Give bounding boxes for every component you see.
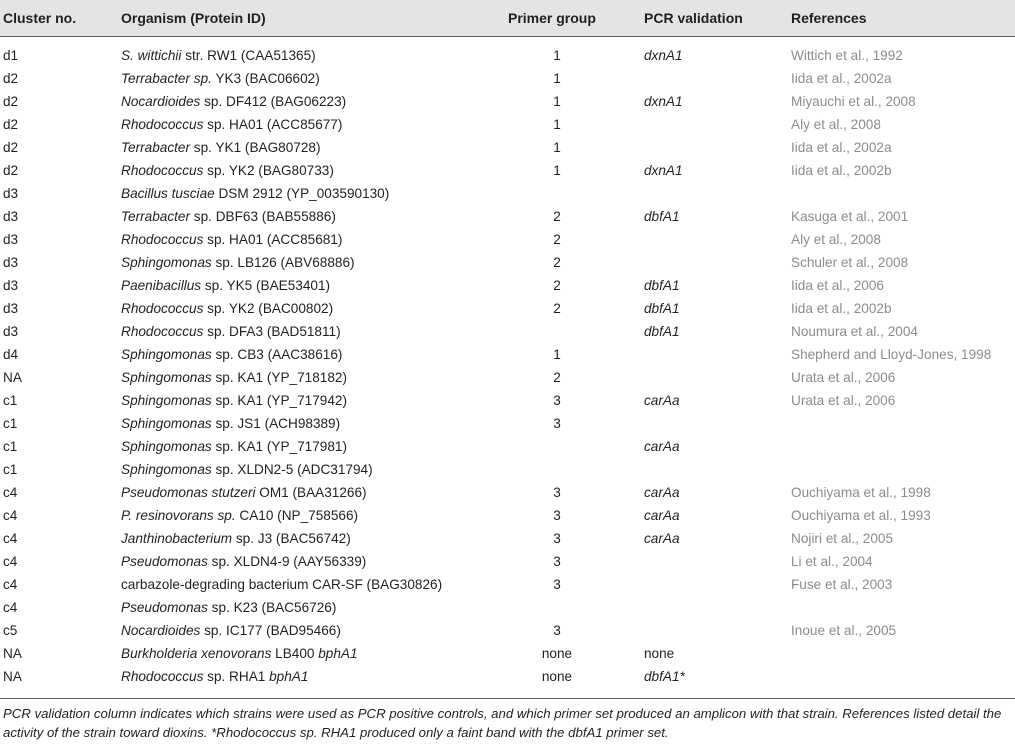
organism-name-italic: Terrabacter — [121, 209, 191, 224]
header-pcr-validation: PCR validation — [644, 10, 743, 26]
table-row — [0, 483, 1015, 506]
organism-details: sp. YK2 (BAG80733) — [203, 163, 334, 178]
cluster-cell: d3 — [3, 255, 19, 270]
organism-cell — [121, 347, 342, 362]
organism-name-italic: Janthinobacterium — [121, 531, 233, 546]
cluster-cell: c1 — [3, 439, 18, 454]
organism-cell — [121, 623, 341, 638]
organism-name-italic: Burkholderia xenovorans — [121, 646, 272, 661]
cluster-cell: c4 — [3, 508, 18, 523]
table-row — [0, 92, 1015, 115]
primer-group-cell: 2 — [553, 370, 561, 385]
organism-details: sp. KA1 (YP_718182) — [211, 370, 347, 385]
table-body — [0, 46, 1015, 690]
table-row — [0, 437, 1015, 460]
pcr-validation-cell: dbfA1 — [644, 301, 680, 316]
organism-name-italic: Sphingomonas — [121, 370, 212, 385]
pcr-validation-cell: carAa — [644, 531, 680, 546]
reference-cell: Kasuga et al., 2001 — [791, 209, 909, 224]
table-row — [0, 644, 1015, 667]
cluster-cell: d2 — [3, 163, 19, 178]
primer-group-cell: 1 — [553, 140, 561, 155]
table-row — [0, 621, 1015, 644]
organism-name-italic: Nocardioides — [121, 623, 201, 638]
cluster-cell: d3 — [3, 209, 19, 224]
cluster-cell: d3 — [3, 278, 19, 293]
cluster-cell: c4 — [3, 577, 18, 592]
organism-cell — [121, 531, 351, 546]
organism-cell — [121, 117, 342, 132]
organism-cell — [121, 646, 358, 661]
organism-cell — [121, 485, 367, 500]
cluster-cell: c1 — [3, 462, 18, 477]
organism-details: sp. KA1 (YP_717942) — [211, 393, 347, 408]
cluster-cell: NA — [3, 370, 22, 385]
organism-cell — [121, 255, 355, 270]
organism-details: YK3 (BAC06602) — [211, 71, 320, 86]
organism-name-italic: Sphingomonas — [121, 255, 212, 270]
table-row — [0, 253, 1015, 276]
organism-details: sp. YK2 (BAC00802) — [203, 301, 334, 316]
pcr-validation-cell: dxnA1 — [644, 48, 683, 63]
organism-details: sp. LB126 (ABV68886) — [211, 255, 355, 270]
table-row — [0, 391, 1015, 414]
organism-details: sp. JS1 (ACH98389) — [211, 416, 341, 431]
table-row — [0, 184, 1015, 207]
organism-details: LB400 — [271, 646, 319, 661]
table-row — [0, 161, 1015, 184]
primer-group-cell: 1 — [553, 347, 561, 362]
primer-group-cell: 3 — [553, 485, 561, 500]
table-row — [0, 276, 1015, 299]
cluster-cell: c1 — [3, 393, 18, 408]
reference-cell: Miyauchi et al., 2008 — [791, 94, 916, 109]
table-row — [0, 575, 1015, 598]
table-row — [0, 138, 1015, 161]
cluster-cell: d2 — [3, 117, 19, 132]
reference-cell: Iida et al., 2002b — [791, 301, 892, 316]
organism-details: sp. XLDN2-5 (ADC31794) — [211, 462, 373, 477]
cluster-cell: c4 — [3, 485, 18, 500]
organism-details: DSM 2912 (YP_003590130) — [214, 186, 390, 201]
reference-cell: Shepherd and Lloyd-Jones, 1998 — [791, 347, 992, 362]
reference-cell: Li et al., 2004 — [791, 554, 873, 569]
primer-group-cell: 2 — [553, 209, 561, 224]
header-organism: Organism (Protein ID) — [121, 10, 266, 26]
table-row — [0, 460, 1015, 483]
organism-cell — [121, 301, 333, 316]
reference-cell: Urata et al., 2006 — [791, 393, 896, 408]
organism-name-italic: Rhodococcus — [121, 163, 204, 178]
organism-name-italic: Sphingomonas — [121, 462, 212, 477]
header-references: References — [791, 10, 867, 26]
primer-group-cell: 3 — [553, 623, 561, 638]
reference-cell: Wittich et al., 1992 — [791, 48, 903, 63]
primer-group-cell: none — [541, 669, 573, 684]
organism-name-italic: Bacillus tusciae — [121, 186, 215, 201]
organism-name-italic: Pseudomonas stutzeri — [121, 485, 256, 500]
organism-details: OM1 (BAA31266) — [255, 485, 367, 500]
gene-name-italic: bphA1 — [269, 669, 309, 684]
bottom-rule — [0, 698, 1015, 699]
organism-cell — [121, 186, 389, 201]
table-row — [0, 414, 1015, 437]
organism-cell — [121, 508, 358, 523]
reference-cell: Urata et al., 2006 — [791, 370, 896, 385]
organism-details: sp. DF412 (BAG06223) — [200, 94, 347, 109]
pcr-validation-cell: none — [644, 646, 675, 661]
primer-group-cell: 1 — [553, 71, 561, 86]
primer-group-cell: 2 — [553, 301, 561, 316]
organism-details: sp. HA01 (ACC85677) — [203, 117, 343, 132]
table-row — [0, 207, 1015, 230]
primer-group-cell: 1 — [553, 94, 561, 109]
header-primer-group: Primer group — [508, 10, 596, 26]
primer-group-cell: 3 — [553, 416, 561, 431]
organism-cell — [121, 416, 340, 431]
primer-group-cell: 3 — [553, 554, 561, 569]
organism-cell — [121, 577, 442, 592]
organism-name-italic: Rhodococcus — [121, 117, 204, 132]
organism-name-italic: Pseudomonas — [121, 554, 208, 569]
cluster-cell: d3 — [3, 186, 19, 201]
primer-group-cell: none — [541, 646, 573, 661]
organism-cell — [121, 94, 346, 109]
header-cluster: Cluster no. — [3, 10, 77, 26]
cluster-cell: d1 — [3, 48, 19, 63]
table-row — [0, 667, 1015, 690]
table-row — [0, 598, 1015, 621]
primer-group-cell: 1 — [553, 117, 561, 132]
organism-details: sp. CB3 (AAC38616) — [211, 347, 343, 362]
cluster-cell: c5 — [3, 623, 18, 638]
primer-group-cell: 3 — [553, 393, 561, 408]
pcr-validation-cell: dxnA1 — [644, 163, 683, 178]
reference-cell: Iida et al., 2002a — [791, 71, 892, 86]
organism-details: sp. YK1 (BAG80728) — [190, 140, 321, 155]
organism-name-italic: P. resinovorans sp. — [121, 508, 236, 523]
organism-details: carbazole-degrading bacterium CAR-SF (BAG30826) — [121, 577, 443, 592]
organism-cell — [121, 462, 373, 477]
primer-group-cell: 3 — [553, 577, 561, 592]
organism-name-italic: Terrabacter sp. — [121, 71, 212, 86]
reference-cell: Schuler et al., 2008 — [791, 255, 909, 270]
table-row — [0, 46, 1015, 69]
table-row — [0, 368, 1015, 391]
reference-cell: Ouchiyama et al., 1993 — [791, 508, 931, 523]
organism-details: sp. HA01 (ACC85681) — [203, 232, 343, 247]
pcr-validation-cell: carAa — [644, 439, 680, 454]
pcr-validation-cell: dbfA1* — [644, 669, 685, 684]
organism-details: CA10 (NP_758566) — [235, 508, 359, 523]
cluster-cell: d3 — [3, 301, 19, 316]
primer-group-cell: 3 — [553, 508, 561, 523]
gene-name-italic: bphA1 — [318, 646, 358, 661]
reference-cell: Aly et al., 2008 — [791, 117, 881, 132]
organism-name-italic: Nocardioides — [121, 94, 201, 109]
cluster-cell: c4 — [3, 531, 18, 546]
pcr-validation-cell: carAa — [644, 393, 680, 408]
reference-cell: Aly et al., 2008 — [791, 232, 881, 247]
organism-details: sp. DBF63 (BAB55886) — [190, 209, 336, 224]
organism-name-italic: Rhodococcus — [121, 669, 204, 684]
organism-name-italic: Sphingomonas — [121, 393, 212, 408]
organism-name-italic: Sphingomonas — [121, 347, 212, 362]
reference-cell: Fuse et al., 2003 — [791, 577, 893, 592]
cluster-cell: c4 — [3, 554, 18, 569]
organism-details: str. RW1 (CAA51365) — [181, 48, 316, 63]
primer-group-cell: 2 — [553, 255, 561, 270]
pcr-validation-cell: dbfA1 — [644, 209, 680, 224]
organism-details: sp. IC177 (BAD95466) — [200, 623, 341, 638]
cluster-cell: NA — [3, 646, 22, 661]
cluster-cell: d2 — [3, 71, 19, 86]
organism-name-italic: S. wittichii — [121, 48, 182, 63]
table-row — [0, 552, 1015, 575]
organism-name-italic: Sphingomonas — [121, 416, 212, 431]
cluster-cell: d2 — [3, 94, 19, 109]
primer-group-cell: 3 — [553, 531, 561, 546]
cluster-cell: d2 — [3, 140, 19, 155]
primer-group-cell: 1 — [553, 163, 561, 178]
cluster-cell: d4 — [3, 347, 19, 362]
reference-cell: Inoue et al., 2005 — [791, 623, 897, 638]
reference-cell: Nojiri et al., 2005 — [791, 531, 894, 546]
table-header — [0, 0, 1015, 37]
primer-group-cell: 2 — [553, 232, 561, 247]
cluster-cell: c1 — [3, 416, 18, 431]
organism-details: sp. J3 (BAC56742) — [232, 531, 351, 546]
primer-group-cell: 1 — [553, 48, 561, 63]
organism-details: sp. DFA3 (BAD51811) — [203, 324, 341, 339]
organism-details: sp. RHA1 — [203, 669, 270, 684]
organism-cell — [121, 48, 316, 63]
organism-cell — [121, 439, 347, 454]
table-row — [0, 69, 1015, 92]
organism-cell — [121, 140, 321, 155]
organism-details: sp. XLDN4-9 (AAY56339) — [207, 554, 367, 569]
table-row — [0, 230, 1015, 253]
organism-cell — [121, 209, 336, 224]
table-footnote: PCR validation column indicates which strains were used as PCR positive controls, and which primer set produced an amplicon with that strain. References listed detail the activity of the strain toward dioxins. *Rhodococcus sp. RHA1 produced only a faint band with the dbfA1 primer set. — [3, 706, 1002, 740]
organism-details: sp. YK5 (BAE53401) — [201, 278, 331, 293]
organism-cell — [121, 324, 341, 339]
organism-cell — [121, 163, 334, 178]
organism-details: sp. K23 (BAC56726) — [207, 600, 337, 615]
organism-name-italic: Sphingomonas — [121, 439, 212, 454]
organism-cell — [121, 600, 336, 615]
table-row — [0, 529, 1015, 552]
cluster-cell: c4 — [3, 600, 18, 615]
cluster-cell: d3 — [3, 232, 19, 247]
table-row — [0, 299, 1015, 322]
organism-cell — [121, 278, 330, 293]
organism-cell — [121, 71, 320, 86]
table-row — [0, 322, 1015, 345]
reference-cell: Iida et al., 2002a — [791, 140, 892, 155]
pcr-validation-cell: dbfA1 — [644, 324, 680, 339]
organism-cell — [121, 669, 308, 684]
table-row — [0, 115, 1015, 138]
table-row — [0, 506, 1015, 529]
organism-details: sp. KA1 (YP_717981) — [211, 439, 347, 454]
organism-cell — [121, 393, 347, 408]
cluster-cell: d3 — [3, 324, 19, 339]
reference-cell: Iida et al., 2002b — [791, 163, 892, 178]
reference-cell: Iida et al., 2006 — [791, 278, 884, 293]
pcr-validation-cell: carAa — [644, 485, 680, 500]
organism-name-italic: Rhodococcus — [121, 324, 204, 339]
reference-cell: Ouchiyama et al., 1998 — [791, 485, 931, 500]
primer-group-cell: 2 — [553, 278, 561, 293]
cluster-cell: NA — [3, 669, 22, 684]
organism-name-italic: Terrabacter — [121, 140, 191, 155]
organism-name-italic: Pseudomonas — [121, 600, 208, 615]
reference-cell: Noumura et al., 2004 — [791, 324, 918, 339]
organism-cell — [121, 370, 347, 385]
pcr-validation-cell: dbfA1 — [644, 278, 680, 293]
pcr-validation-cell: carAa — [644, 508, 680, 523]
organism-cell — [121, 554, 366, 569]
organism-name-italic: Paenibacillus — [121, 278, 202, 293]
pcr-validation-cell: dxnA1 — [644, 94, 683, 109]
organism-cell — [121, 232, 342, 247]
organism-name-italic: Rhodococcus — [121, 301, 204, 316]
organism-name-italic: Rhodococcus — [121, 232, 204, 247]
table-row — [0, 345, 1015, 368]
